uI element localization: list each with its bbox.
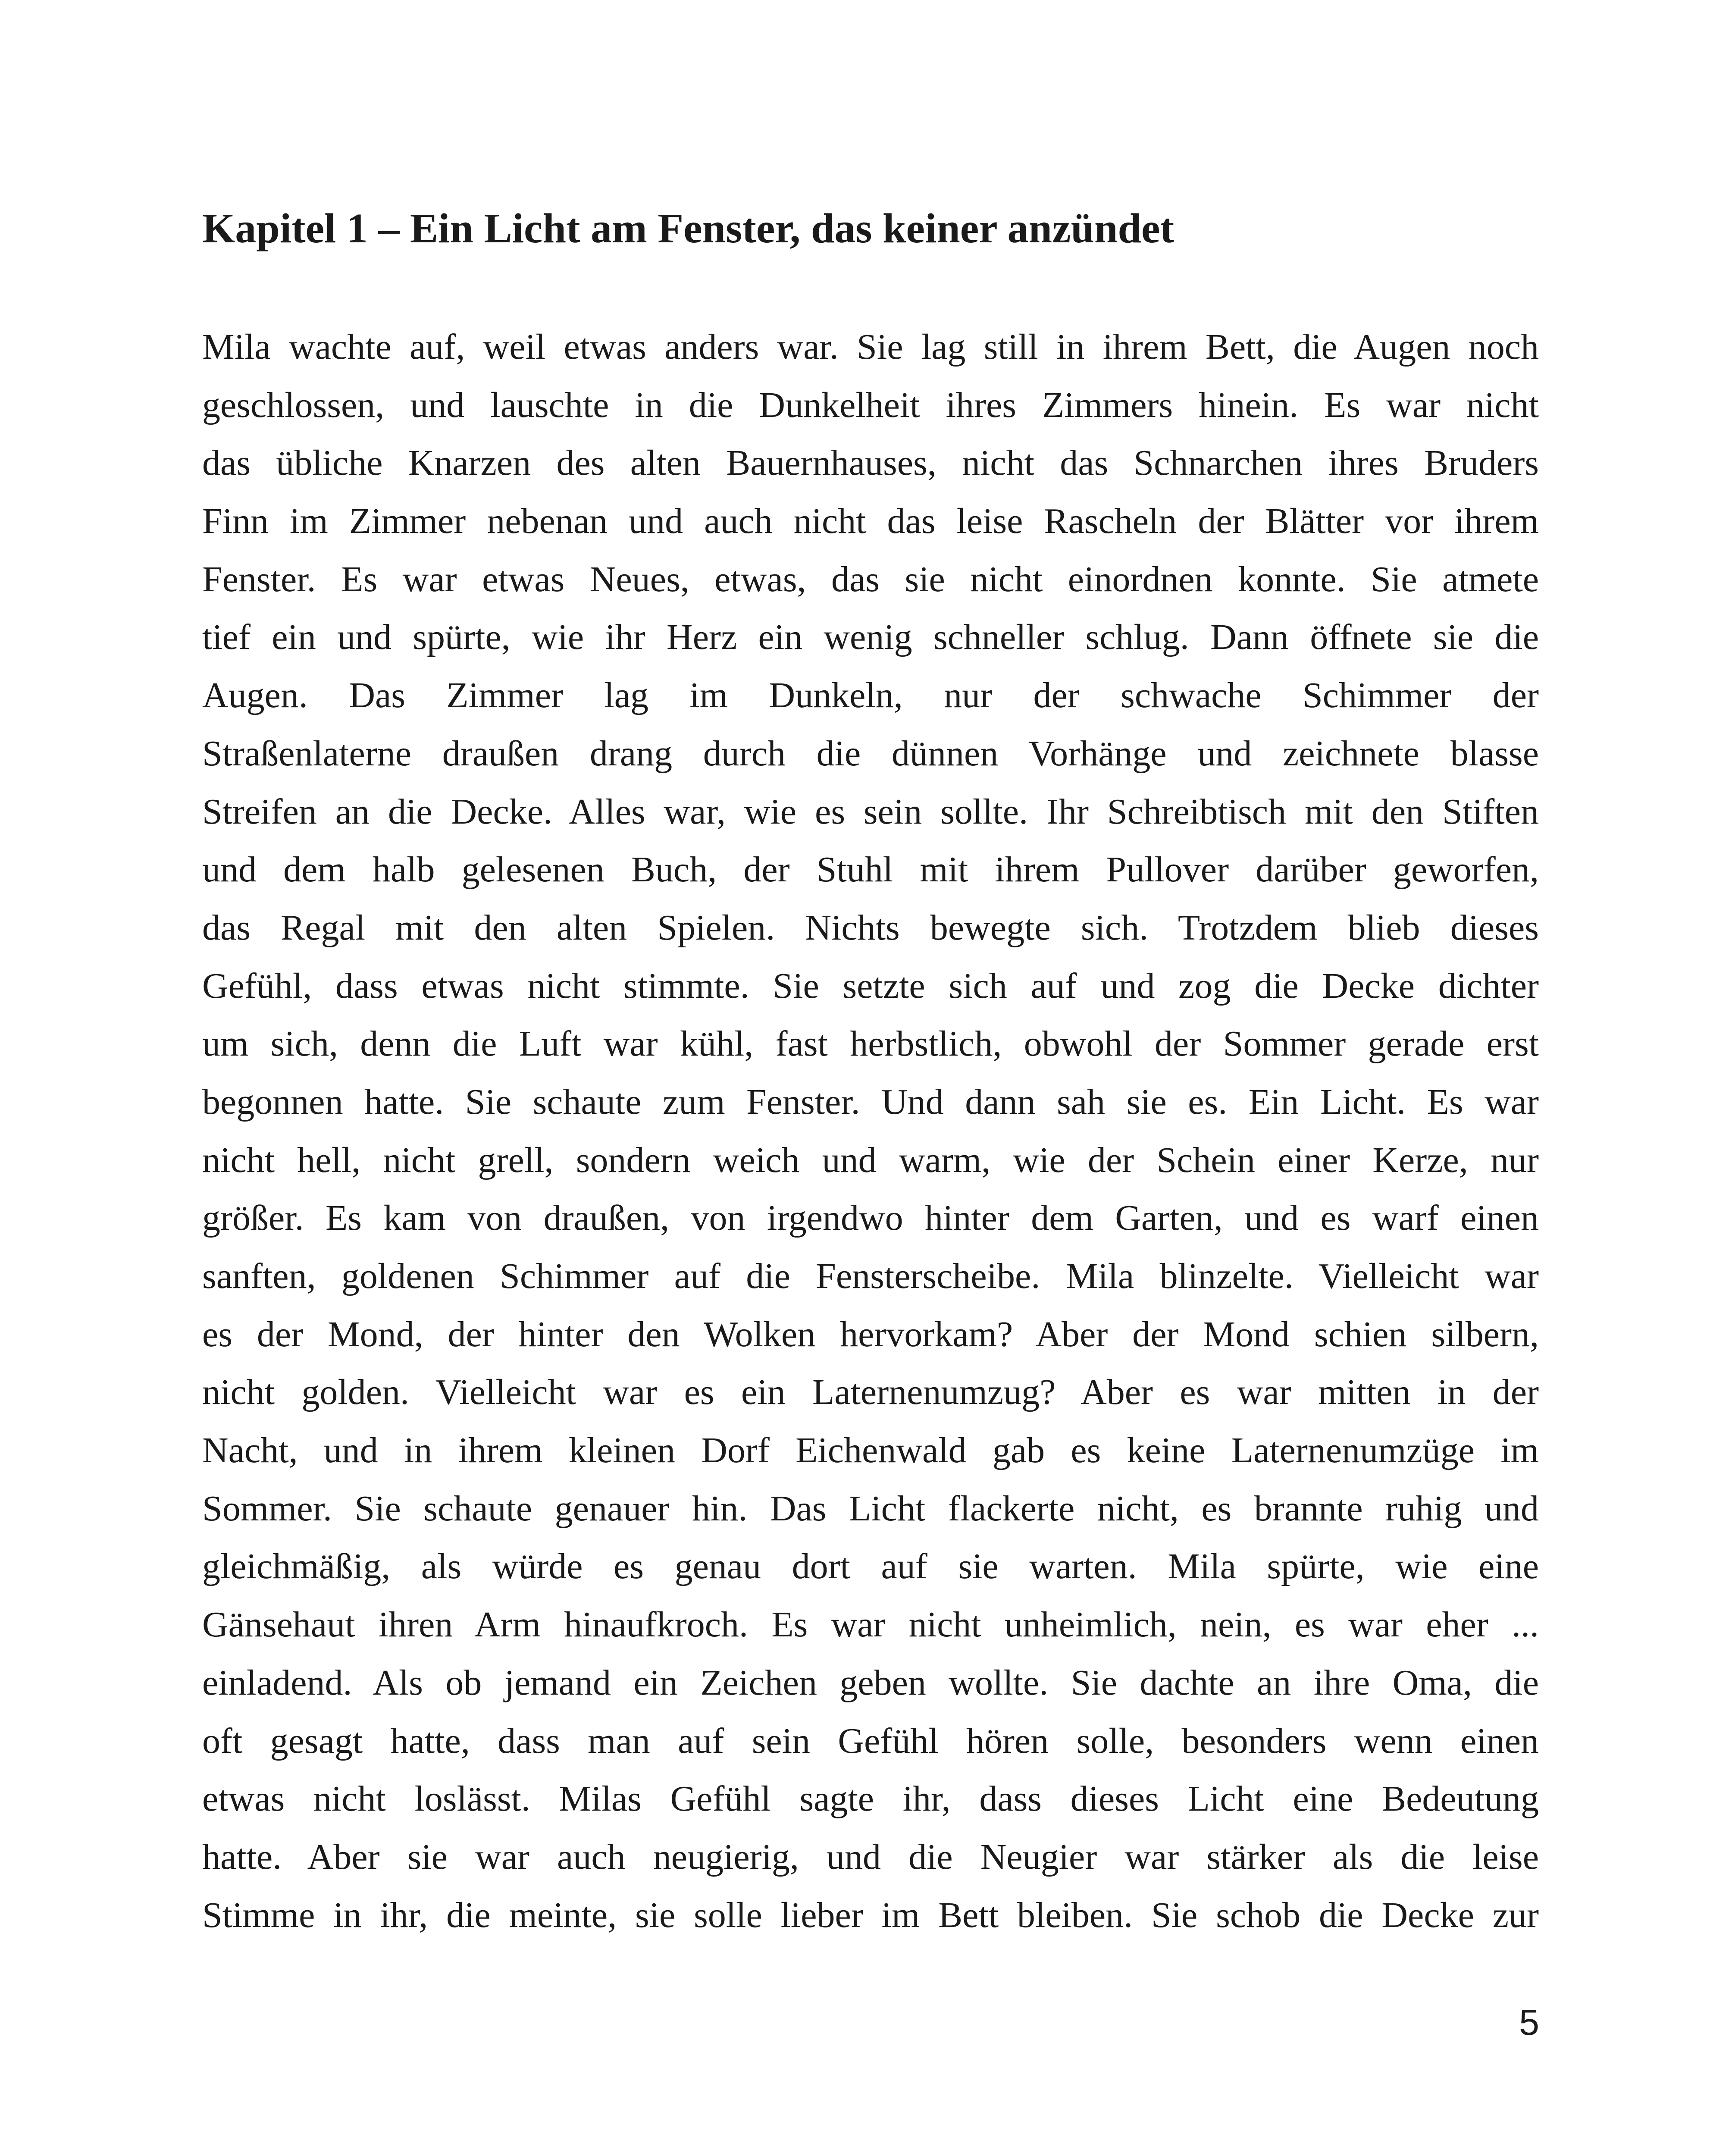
text-line: Straßenlaterne draußen drang durch die dünnen Vorhänge und zeichnete blasse: [202, 733, 1539, 774]
text-line: das übliche Knarzen des alten Bauernhauses, nicht das Schnarchen ihres Bruders: [202, 443, 1539, 483]
text-line: oft gesagt hatte, dass man auf sein Gefühl hören solle, besonders wenn einen: [202, 1720, 1539, 1761]
text-line: geschlossen, und lauschte in die Dunkelheit ihres Zimmers hinein. Es war nicht: [202, 385, 1539, 425]
text-line: hatte. Aber sie war auch neugierig, und die Neugier war stärker als die leise: [202, 1836, 1539, 1877]
text-line: das Regal mit den alten Spielen. Nichts bewegte sich. Trotzdem blieb dieses: [202, 907, 1539, 948]
text-line: Gänsehaut ihren Arm hinaufkroch. Es war nicht unheimlich, nein, es war eher ...: [202, 1604, 1539, 1645]
text-line: und dem halb gelesenen Buch, der Stuhl mit ihrem Pullover darüber geworfen,: [202, 849, 1539, 890]
text-line: einladend. Als ob jemand ein Zeichen geben wollte. Sie dachte an ihre Oma, die: [202, 1662, 1539, 1703]
page-number: 5: [1519, 2002, 1539, 2043]
text-line: Mila wachte auf, weil etwas anders war. Sie lag still in ihrem Bett, die Augen noch: [202, 327, 1539, 367]
body-text: [202, 318, 1539, 1944]
text-line: Stimme in ihr, die meinte, sie solle lieber im Bett bleiben. Sie schob die Decke zur: [202, 1895, 1539, 1935]
text-line: Streifen an die Decke. Alles war, wie es sein sollte. Ihr Schreibtisch mit den Stiften: [202, 791, 1539, 832]
text-line: um sich, denn die Luft war kühl, fast herbstlich, obwohl der Sommer gerade erst: [202, 1024, 1539, 1064]
chapter-title: Kapitel 1 – Ein Licht am Fenster, das keiner anzündet: [202, 205, 1175, 252]
text-line: sanften, goldenen Schimmer auf die Fensterscheibe. Mila blinzelte. Vielleicht war: [202, 1256, 1539, 1296]
text-line: Sommer. Sie schaute genauer hin. Das Licht flackerte nicht, es brannte ruhig und: [202, 1488, 1539, 1529]
text-line: begonnen hatte. Sie schaute zum Fenster. Und dann sah sie es. Ein Licht. Es war: [202, 1081, 1539, 1122]
text-line: Augen. Das Zimmer lag im Dunkeln, nur der schwache Schimmer der: [202, 675, 1539, 716]
text-line: es der Mond, der hinter den Wolken hervorkam? Aber der Mond schien silbern,: [202, 1314, 1539, 1354]
text-line: größer. Es kam von draußen, von irgendwo hinter dem Garten, und es warf einen: [202, 1198, 1539, 1238]
text-line: nicht hell, nicht grell, sondern weich und warm, wie der Schein einer Kerze, nur: [202, 1140, 1539, 1180]
text-line: gleichmäßig, als würde es genau dort auf sie warten. Mila spürte, wie eine: [202, 1546, 1539, 1587]
text-line: Fenster. Es war etwas Neues, etwas, das sie nicht einordnen konnte. Sie atmete: [202, 559, 1539, 599]
text-line: tief ein und spürte, wie ihr Herz ein wenig schneller schlug. Dann öffnete sie die: [202, 617, 1539, 658]
text-line: Gefühl, dass etwas nicht stimmte. Sie setzte sich auf und zog die Decke dichter: [202, 965, 1539, 1006]
text-line: nicht golden. Vielleicht war es ein Laternenumzug? Aber es war mitten in der: [202, 1372, 1539, 1413]
text-line: Nacht, und in ihrem kleinen Dorf Eichenwald gab es keine Laternenumzüge im: [202, 1430, 1539, 1471]
text-line: Finn im Zimmer nebenan und auch nicht das leise Rascheln der Blätter vor ihrem: [202, 501, 1539, 542]
text-line: etwas nicht loslässt. Milas Gefühl sagte ihr, dass dieses Licht eine Bedeutung: [202, 1779, 1539, 1819]
